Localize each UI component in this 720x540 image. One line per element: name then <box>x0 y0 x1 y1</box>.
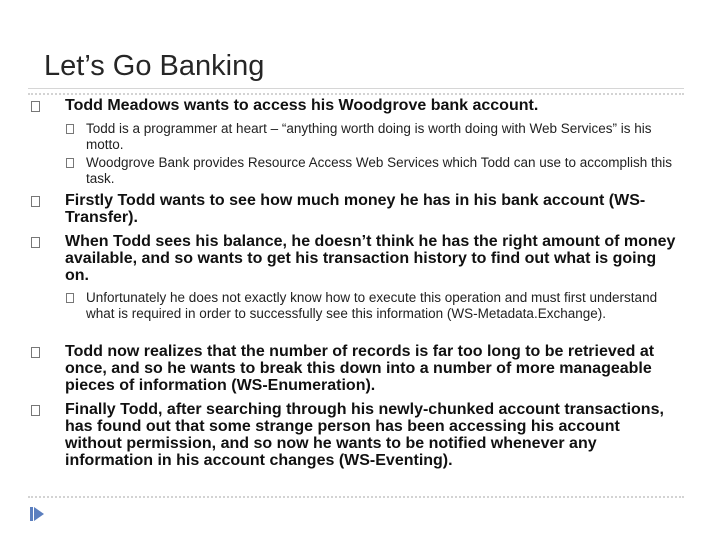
square-bullet-icon <box>31 237 40 248</box>
bullet-item: Todd Meadows wants to access his Woodgrove bank account. <box>65 97 539 114</box>
title-dotted-divider <box>28 93 684 95</box>
bullet-item: Firstly Todd wants to see how much money he has in his bank account (WS-Transfer). <box>65 192 646 226</box>
bullet-item: Finally Todd, after searching through his newly-chunked account transactions, has found out that some strange person has been accessing his account without permission, and so now he wants to be notified whenever any information in his account changes (WS-Eventing). <box>65 401 664 469</box>
sub-bullet-item: Todd is a programmer at heart – “anything worth doing is worth doing with Web Services” is his motto. <box>86 121 652 152</box>
footer-dotted-divider <box>28 496 684 498</box>
square-bullet-icon <box>31 347 40 358</box>
square-bullet-icon <box>31 405 40 416</box>
square-bullet-icon <box>31 196 40 207</box>
sub-bullet-item: Unfortunately he does not exactly know how to execute this operation and must first understand what is required in order to successfully see this information (WS-Metadata.Exchange). <box>86 290 658 321</box>
title-divider <box>28 88 684 89</box>
bullet-item: When Todd sees his balance, he doesn’t think he has the right amount of money available, and so wants to get his transaction history to find out what is going on. <box>65 233 676 284</box>
square-bullet-icon <box>66 293 74 303</box>
bullet-item: Todd now realizes that the number of records is far too long to be retrieved at once, and so he wants to break this down into a number of more manageable pieces of information (WS-Enumeration). <box>65 343 655 394</box>
play-arrow-icon[interactable] <box>34 507 44 521</box>
square-bullet-icon <box>66 158 74 168</box>
sub-bullet-item: Woodgrove Bank provides Resource Access Web Services which Todd can use to accomplish this task. <box>86 155 673 186</box>
slide-title: Let’s Go Banking <box>44 50 265 82</box>
square-bullet-icon <box>66 124 74 134</box>
square-bullet-icon <box>31 101 40 112</box>
